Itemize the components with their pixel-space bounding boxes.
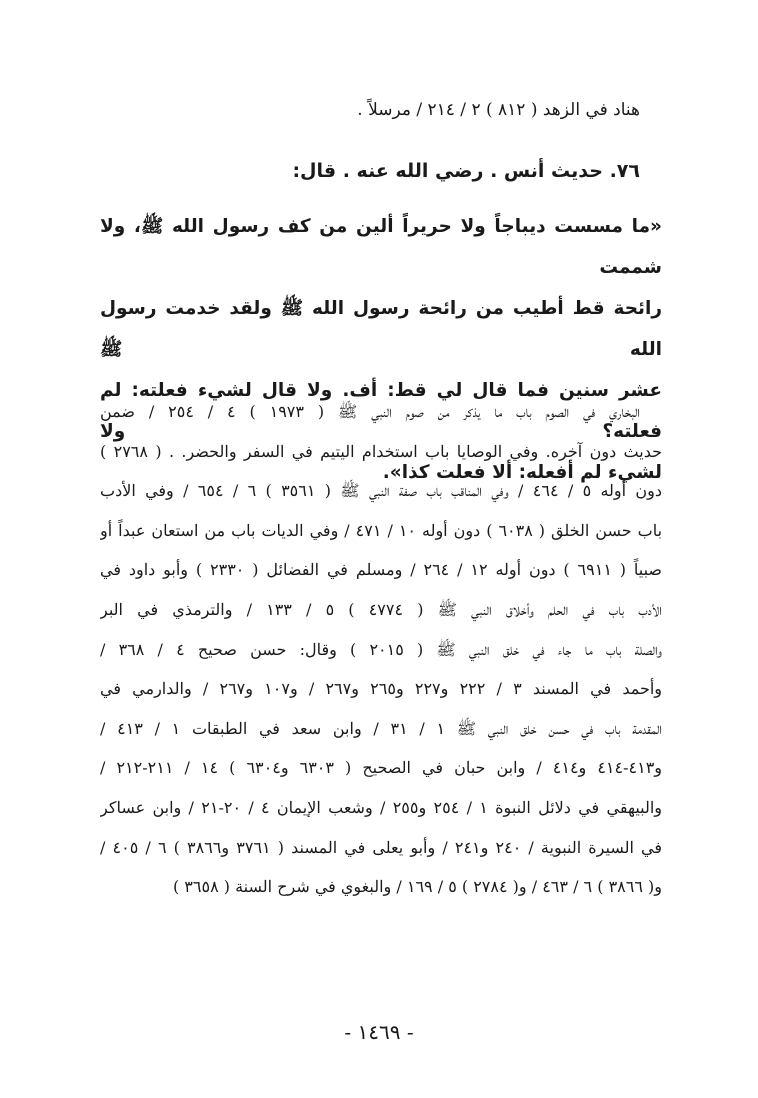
takhrij-line: باب حسن الخلق ( ٦٠٣٨ ) دون أوله ١٠ / ٤٧١ / وفي الديات باب من استعان عبداً أو: [100, 520, 662, 540]
takhrij-line: والصلة باب ما جاء في خلق النبي ﷺ ( ٢٠١٥ ) وقال: حسن صحيح ٤ / ٣٦٨ /: [100, 639, 662, 659]
takhrij-line: و( ٣٨٦٦ ) ٦ / ٤٦٣ / و( ٢٧٨٤ ) ٥ / ١٦٩ / والبغوي في شرح السنة ( ٣٦٥٨ ): [172, 877, 662, 897]
takhrij-line: الأدب باب في الحلم وأخلاق النبي ﷺ ( ٤٧٧٤ ) ٥ / ١٣٣ / والترمذي في البر: [100, 599, 662, 619]
takhrij-line: البخاري في الصوم باب ما يذكر من صوم النبي ﷺ ( ١٩٧٣ ) ٤ / ٢٥٤ / ضمن: [100, 402, 641, 421]
intro-line: هناد في الزهد ( ٨١٢ ) ٢ / ٢١٤ / مرسلاً .: [357, 100, 640, 120]
takhrij-line: والبيهقي في دلائل النبوة ١ / ٢٥٤ و٢٥٥ / وشعب الإيمان ٤ / ٢٠-٢١ / وابن عساكر: [100, 797, 662, 817]
hadith-line: رائحة قط أطيب من رائحة رسول الله ﷺ ولقد خدمت رسول الله ﷺ: [100, 298, 662, 360]
takhrij-line: صبياً ( ٦٩١١ ) دون أوله ١٢ / ٢٦٤ / ومسلم في الفضائل ( ٢٣٣٠ ) وأبو داود في: [100, 560, 662, 580]
hadith-line: «ما مسست ديباجاً ولا حريراً ألين من كف رسول الله ﷺ، ولا شممت: [100, 216, 662, 278]
hadith-line: عشر سنين فما قال لي قط: أف. ولا قال لشيء فعلته: لم فعلته؟ ولا: [100, 380, 662, 442]
takhrij-line: المقدمة باب في حسن خلق النبي ﷺ ١ / ٣١ / وابن سعد في الطبقات ١ / ٤١٣ /: [100, 718, 662, 738]
takhrij-paragraph: [100, 392, 662, 907]
page-number: - ١٤٦٩ -: [344, 1020, 414, 1044]
takhrij-line: في السيرة النبوية / ٢٤٠ و٢٤١ / وأبو يعلى في المسند ( ٣٧٦١ و٣٨٦٦ ) ٦ / ٤٠٥ /: [100, 837, 662, 857]
takhrij-line: دون أوله ٥ / ٤٦٤ / وفي المناقب باب صفة النبي ﷺ ( ٣٥٦١ ) ٦ / ٦٥٤ / وفي الأدب: [100, 481, 662, 501]
takhrij-line: و٤١٣-٤١٤ و٤١٤ / وابن حبان في الصحيح ( ٦٣٠٣ و٦٣٠٤ ) ١٤ / ٢١١-٢١٢ /: [100, 758, 662, 778]
hadith-line: لشيء لم أفعله: ألا فعلت كذا».: [382, 462, 662, 483]
takhrij-line: حديث دون آخره. وفي الوصايا باب استخدام اليتيم في السفر والحضر. . ( ٢٧٦٨ ): [100, 441, 662, 461]
takhrij-line: وأحمد في المسند ٣ / ٢٢٢ و٢٢٧ و٢٦٥ و٢٦٧ / و١٠٧ و٢٦٧ / والدارمي في: [100, 679, 662, 699]
hadith-heading: ٧٦. حديث أنس . رضي الله عنه . قال:: [292, 160, 640, 182]
